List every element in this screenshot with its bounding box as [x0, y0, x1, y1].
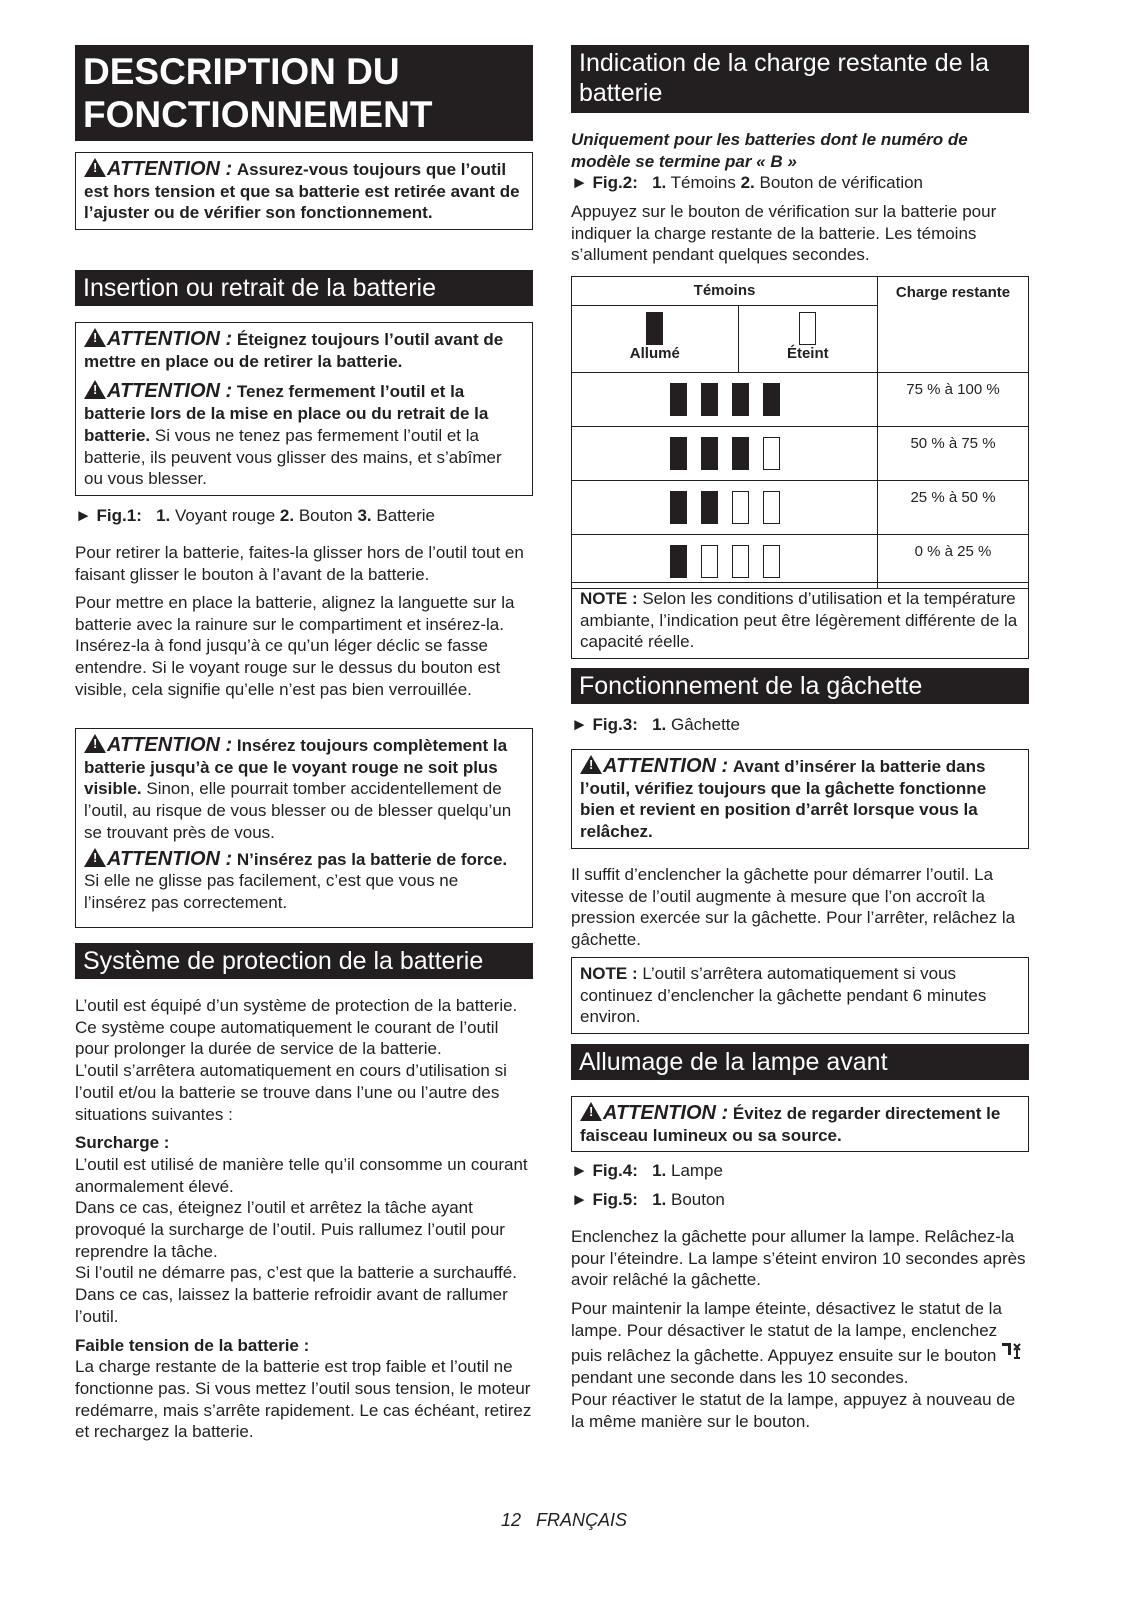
- paragraph: L’outil s’arrêtera automatiquement en cours d’utilisation si l’outil et/ou la batterie se trouve dans l’une ou l’autre des situations suivantes :: [75, 1061, 507, 1124]
- charge-row: [572, 535, 1029, 589]
- fig-label: Bouton de vérification: [759, 173, 924, 192]
- attention-label: ATTENTION :: [107, 734, 233, 756]
- charge-row: [572, 373, 1029, 427]
- lamp-off-icon: [701, 545, 718, 578]
- charge-level: 75 % à 100 %: [878, 373, 1029, 427]
- lamp-off-icon: [763, 545, 780, 578]
- lamp-on-icon: [701, 437, 718, 470]
- caution-box: [571, 1096, 1029, 1152]
- page-title: DESCRIPTION DU FONCTIONNEMENT: [75, 45, 533, 141]
- lamp-button-icon: [1001, 1341, 1023, 1359]
- fig-ref: ► Fig.3:: [571, 715, 638, 734]
- caution-text: N’insérez pas la batterie de force.: [236, 849, 508, 869]
- fig-num: 1.: [652, 1190, 667, 1209]
- figure-ref-5: [571, 1189, 1029, 1211]
- lamp-indicators: [572, 535, 878, 589]
- subheading-surcharge: Surcharge :: [75, 1133, 170, 1153]
- warning-icon: [84, 158, 106, 177]
- lamp-on-icon: [701, 383, 718, 416]
- header-charge: Charge restante: [878, 277, 1029, 373]
- caution-detail: Sinon, elle pourrait tomber accidentellement de l’outil, au risque de vous blesser ou de blesser quelqu’un se trouvant près de vous.: [84, 779, 512, 842]
- section-header-lamp: Allumage de la lampe avant: [571, 1044, 1029, 1080]
- protection-text: [75, 995, 533, 1443]
- figure-ref-1: [75, 505, 533, 527]
- note-label: NOTE :: [580, 964, 638, 983]
- caution-text: Insérez toujours complètement la batterie jusqu’à ce que le voyant rouge ne soit plus visible.: [84, 736, 508, 799]
- legend-off: Éteint: [786, 345, 829, 362]
- lamp-indicators: [572, 427, 878, 481]
- lamp-off-icon: [799, 312, 816, 345]
- caution-text: Assurez-vous toujours que l’outil est hors tension et que sa batterie est retirée avant de l’ajuster ou de vérifier son fonctionnement.: [84, 160, 520, 223]
- warning-icon: [580, 1102, 602, 1121]
- warning-icon: [84, 380, 106, 399]
- warning-icon: [580, 755, 602, 774]
- fig-num: 3.: [357, 506, 372, 525]
- section-header-trigger: Fonctionnement de la gâchette: [571, 668, 1029, 704]
- lamp-on-icon: [670, 491, 687, 524]
- section-header-charge: Indication de la charge restante de la batterie: [571, 45, 1029, 113]
- page-number: 12: [500, 1510, 521, 1530]
- charge-level: 0 % à 25 %: [878, 535, 1029, 589]
- caution-text: Avant d’insérer la batterie dans l’outil, vérifiez toujours que la gâchette fonctionne bien et revient en position d’arrêt lorsque vous la relâchez.: [580, 757, 987, 842]
- fig-label: Bouton: [670, 1190, 725, 1209]
- charge-table: [571, 276, 1029, 589]
- fig-label: Témoins: [670, 173, 736, 192]
- attention-label: ATTENTION :: [107, 158, 233, 180]
- language-label: FRANÇAIS: [536, 1510, 628, 1530]
- fig-label: Bouton: [298, 506, 353, 525]
- paragraph: Il suffit d’enclencher la gâchette pour démarrer l’outil. La vitesse de l’outil augmente à mesure que l’on accroît la pression exercée sur la gâchette. Pour l’arrêter, relâchez la gâchette.: [571, 865, 1016, 950]
- fig-ref: ► Fig.2:: [571, 173, 638, 192]
- paragraph: Enclenchez la gâchette pour allumer la lampe. Relâchez-la pour l’éteindre. La lampe s’éteint environ 10 secondes après avoir relâché la gâchette.: [571, 1227, 1026, 1290]
- fig-num: 1.: [652, 1161, 667, 1180]
- paragraph: Pour réactiver le statut de la lampe, appuyez à nouveau de la même manière sur le bouton.: [571, 1389, 1016, 1431]
- figure-ref-2: [571, 172, 1029, 194]
- figure-ref-3: [571, 714, 1029, 736]
- paragraph: Appuyez sur le bouton de vérification sur la batterie pour indiquer la charge restante de la batterie. Les témoins s’allument pendant quelques secondes.: [571, 202, 997, 265]
- attention-label: ATTENTION :: [107, 847, 233, 870]
- lamp-indicators: [572, 481, 878, 535]
- caution-detail: Si elle ne glisse pas facilement, c’est que vous ne l’insérez pas correctement.: [84, 871, 459, 912]
- warning-icon: [84, 734, 106, 753]
- warning-icon: [84, 848, 106, 867]
- attention-label: ATTENTION :: [603, 755, 729, 777]
- paragraph: Si l’outil ne démarre pas, c’est que la batterie a surchauffé. Dans ce cas, laissez la batterie refroidir avant de rallumer l’outil.: [75, 1263, 517, 1326]
- charge-level: 25 % à 50 %: [878, 481, 1029, 535]
- fig-label: Voyant rouge: [174, 506, 276, 525]
- fig-num: 1.: [156, 506, 171, 525]
- lamp-off-icon: [763, 437, 780, 470]
- charge-row: [572, 481, 1029, 535]
- attention-label: ATTENTION :: [107, 380, 233, 403]
- lamp-on-icon: [670, 545, 687, 578]
- charge-level: 50 % à 75 %: [878, 427, 1029, 481]
- lamp-off-icon: [732, 491, 749, 524]
- caution-detail: Si vous ne tenez pas fermement l’outil et la batterie, ils peuvent vous glisser des mains, et s’abîmer ou vous blesser.: [84, 425, 502, 489]
- paragraph: La charge restante de la batterie est trop faible et l’outil ne fonctionne pas. Si vous mettez l’outil sous tension, le moteur redémarre, mais s’arrête rapidement. Le cas échéant, retirez et rechargez la batterie.: [75, 1357, 532, 1442]
- page-footer: [0, 1510, 1128, 1532]
- caution-box: [75, 728, 533, 928]
- note-label: NOTE :: [580, 589, 638, 608]
- section-header-insertion: Insertion ou retrait de la batterie: [75, 270, 533, 306]
- attention-label: ATTENTION :: [603, 1102, 729, 1124]
- caution-box: [75, 322, 533, 496]
- lamp-on-icon: [763, 383, 780, 416]
- caution-text: Tenez fermement l’outil et la batterie lors de la mise en place ou du retrait de la batterie.: [84, 382, 489, 445]
- caution-box: [75, 152, 533, 230]
- lamp-on-icon: [732, 437, 749, 470]
- fig-num: 1.: [652, 173, 667, 192]
- caution-box: [571, 749, 1029, 849]
- lamp-instructions: [571, 1298, 1029, 1432]
- section-header-protection: Système de protection de la batterie: [75, 943, 533, 979]
- fig-label: Gâchette: [670, 715, 740, 734]
- note-box: [571, 582, 1029, 659]
- note-text: Selon les conditions d’utilisation et la température ambiante, l’indication peut être légèrement différente de la capacité réelle.: [580, 589, 1018, 652]
- figure-ref-4: [571, 1160, 1029, 1182]
- paragraph: Dans ce cas, éteignez l’outil et arrêtez la tâche ayant provoqué la surcharge de l’outil. Puis rallumez l’outil pour reprendre la tâche.: [75, 1198, 505, 1261]
- fig-ref: ► Fig.5:: [571, 1190, 638, 1209]
- fig-ref: ► Fig.4:: [571, 1161, 638, 1180]
- fig-num: 2.: [740, 173, 755, 192]
- legend-on: Allumé: [629, 345, 680, 362]
- subtitle: Uniquement pour les batteries dont le numéro de modèle se termine par « B »: [571, 130, 968, 171]
- lamp-off-icon: [763, 491, 780, 524]
- lamp-on-icon: [670, 437, 687, 470]
- paragraph: Pour retirer la batterie, faites-la glisser hors de l’outil tout en faisant glisser le bouton à l’avant de la batterie.: [75, 543, 524, 584]
- lamp-on-icon: [732, 383, 749, 416]
- attention-label: ATTENTION :: [107, 328, 233, 350]
- fig-num: 2.: [279, 506, 295, 525]
- fig-ref: ► Fig.1:: [75, 506, 142, 525]
- lamp-indicators: [572, 373, 878, 427]
- fig-label: Lampe: [670, 1161, 723, 1180]
- header-lamps: Témoins: [572, 277, 878, 306]
- paragraph: L’outil est équipé d’un système de protection de la batterie. Ce système coupe automatiquement le courant de l’outil pour prolonger la durée de service de la batterie.: [75, 996, 518, 1059]
- charge-row: [572, 427, 1029, 481]
- note-text: L’outil s’arrêtera automatiquement si vous continuez d’enclencher la gâchette pendant 6 minutes environ.: [580, 964, 987, 1027]
- paragraph: Pour mettre en place la batterie, alignez la languette sur la batterie avec la rainure sur le compartiment et insérez-la. Insérez-la à fond jusqu’à ce qu’un léger déclic se fasse entendre. Si le voyant rouge sur le dessus du bouton est visible, cela signifie qu’elle n’est pas bien verrouillée.: [75, 593, 515, 699]
- caution-text: Éteignez toujours l’outil avant de mettre en place ou de retirer la batterie.: [84, 330, 504, 371]
- caution-text: Évitez de regarder directement le faisceau lumineux ou sa source.: [580, 1104, 1001, 1145]
- note-box: [571, 957, 1029, 1034]
- lamp-on-icon: [701, 491, 718, 524]
- lamp-on-icon: [670, 383, 687, 416]
- warning-icon: [84, 328, 106, 347]
- lamp-on-icon: [646, 312, 663, 345]
- paragraph: Pour maintenir la lampe éteinte, désactivez le statut de la lampe. Pour désactiver le statut de la lampe, enclenchez puis relâchez la gâchette. Appuyez ensuite sur le bouton: [571, 1299, 1002, 1366]
- lamp-off-icon: [732, 545, 749, 578]
- subheading-low-voltage: Faible tension de la batterie :: [75, 1335, 310, 1355]
- paragraph: L’outil est utilisé de manière telle qu’il consomme un courant anormalement élevé.: [75, 1154, 528, 1196]
- fig-num: 1.: [652, 715, 667, 734]
- paragraph: pendant une seconde dans les 10 secondes.: [571, 1368, 909, 1388]
- fig-label: Batterie: [376, 506, 435, 525]
